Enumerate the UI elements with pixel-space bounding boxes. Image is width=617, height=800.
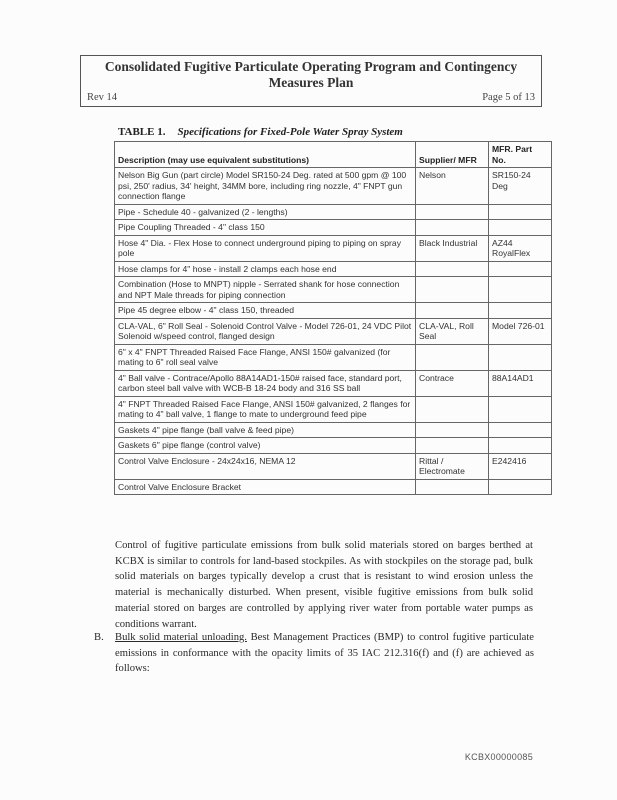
list-item-text: Best Management Practices (BMP) to control fugitive particulate emissions in conformance with the opacity limits of 35 IAC 212.316(f) and (f) are achieved as follows:: [115, 632, 534, 675]
list-item-heading: Bulk solid material unloading.: [115, 632, 247, 643]
cell-description: Gaskets 6" pipe flange (control valve): [115, 438, 416, 454]
table-row: [115, 422, 552, 438]
document-title: Consolidated Fugitive Particulate Operating Program and Contingency Measures Plan: [104, 59, 518, 90]
cell-supplier: [416, 396, 489, 422]
cell-part-no: AZ44 RoyalFlex: [489, 235, 552, 261]
table-row: [115, 318, 552, 344]
cell-supplier: [416, 479, 489, 495]
table-row: [115, 438, 552, 454]
cell-part-no: SR150-24 Deg: [489, 168, 552, 205]
cell-supplier: [416, 277, 489, 303]
cell-part-no: 88A14AD1: [489, 370, 552, 396]
cell-supplier: [416, 438, 489, 454]
cell-part-no: [489, 422, 552, 438]
cell-description: Gaskets 4" pipe flange (ball valve & feed pipe): [115, 422, 416, 438]
cell-description: 4" Ball valve - Contrace/Apollo 88A14AD1-150# raised face, standard port, carbon steel ball valve with WCB-B 18-24 body and 316 SS ball: [115, 370, 416, 396]
table-row: [115, 168, 552, 205]
cell-description: Control Valve Enclosure Bracket: [115, 479, 416, 495]
cell-supplier: [416, 204, 489, 220]
cell-part-no: [489, 344, 552, 370]
cell-description: Hose 4" Dia. - Flex Hose to connect underground piping to piping on spray pole: [115, 235, 416, 261]
table-row: [115, 303, 552, 319]
cell-part-no: [489, 479, 552, 495]
cell-part-no: [489, 261, 552, 277]
cell-part-no: [489, 220, 552, 236]
table-row: [115, 479, 552, 495]
table-row: [115, 453, 552, 479]
cell-description: 6" x 4" FNPT Threaded Raised Face Flange, ANSI 150# galvanized (for mating to 6" roll seal valve: [115, 344, 416, 370]
cell-supplier: [416, 261, 489, 277]
table-caption: [118, 126, 403, 138]
list-item-body: [115, 630, 534, 677]
table-row: [115, 277, 552, 303]
cell-supplier: [416, 303, 489, 319]
cell-part-no: [489, 303, 552, 319]
cell-description: Hose clamps for 4" hose - install 2 clamps each hose end: [115, 261, 416, 277]
table-row: [115, 370, 552, 396]
table-row: [115, 261, 552, 277]
spec-table: [114, 141, 552, 495]
cell-description: Control Valve Enclosure - 24x24x16, NEMA 12: [115, 453, 416, 479]
table-header-row: [115, 142, 552, 168]
cell-description: Pipe - Schedule 40 - galvanized (2 - lengths): [115, 204, 416, 220]
page-number: Page 5 of 13: [482, 92, 535, 103]
cell-description: Pipe 45 degree elbow - 4" class 150, threaded: [115, 303, 416, 319]
cell-description: Pipe Coupling Threaded - 4" class 150: [115, 220, 416, 236]
column-header-description: Description (may use equivalent substitutions): [115, 142, 416, 168]
cell-part-no: [489, 396, 552, 422]
table-row: [115, 235, 552, 261]
table-row: [115, 396, 552, 422]
revision-label: Rev 14: [87, 92, 118, 103]
cell-supplier: Rittal / Electromate: [416, 453, 489, 479]
cell-part-no: E242416: [489, 453, 552, 479]
table-row: [115, 204, 552, 220]
cell-part-no: [489, 204, 552, 220]
barge-control-paragraph: Control of fugitive particulate emissions from bulk solid materials stored on barges berthed at KCBX is similar to controls for land-based stockpiles. As with stockpiles on the storage pad, bulk solid materials on barges typically develop a crust that is resistant to wind erosion unless the material is mechanically disturbed. When present, visible fugitive emissions from bulk solid material stored on barges are controlled by applying river water from portable water pumps as conditions warrant.: [115, 540, 533, 630]
list-item-label: B.: [94, 632, 104, 643]
cell-supplier: CLA-VAL, Roll Seal: [416, 318, 489, 344]
cell-supplier: [416, 220, 489, 236]
table-row: [115, 344, 552, 370]
cell-part-no: [489, 438, 552, 454]
document-header: [80, 55, 542, 107]
cell-supplier: Contrace: [416, 370, 489, 396]
column-header-supplier: Supplier/ MFR: [416, 142, 489, 168]
bates-number: KCBX00000085: [464, 752, 533, 762]
cell-supplier: Nelson: [416, 168, 489, 205]
table-number: TABLE 1.: [118, 126, 166, 138]
cell-description: Combination (Hose to MNPT) nipple - Serrated shank for hose connection and NPT Male threads for piping connection: [115, 277, 416, 303]
table-row: [115, 220, 552, 236]
list-item-b: [94, 630, 534, 677]
cell-part-no: Model 726-01: [489, 318, 552, 344]
column-header-part-no: MFR. Part No.: [489, 142, 552, 168]
cell-supplier: [416, 344, 489, 370]
cell-description: CLA-VAL, 6" Roll Seal - Solenoid Control Valve - Model 726-01, 24 VDC Pilot Solenoid w/speed control, flanged design: [115, 318, 416, 344]
cell-part-no: [489, 277, 552, 303]
cell-description: 4" FNPT Threaded Raised Face Flange, ANSI 150# galvanized, 2 flanges for mating to 4" ball valve, 1 flange to mate to underground feed pipe: [115, 396, 416, 422]
cell-supplier: Black Industrial: [416, 235, 489, 261]
cell-supplier: [416, 422, 489, 438]
cell-description: Nelson Big Gun (part circle) Model SR150-24 Deg. rated at 500 gpm @ 100 psi, 250' radius, 34' height, 34MM bore, including ring nozzle, 4" FNPT gun connection flange: [115, 168, 416, 205]
table-title: Specifications for Fixed-Pole Water Spray System: [177, 126, 403, 138]
table-body: [115, 168, 552, 495]
